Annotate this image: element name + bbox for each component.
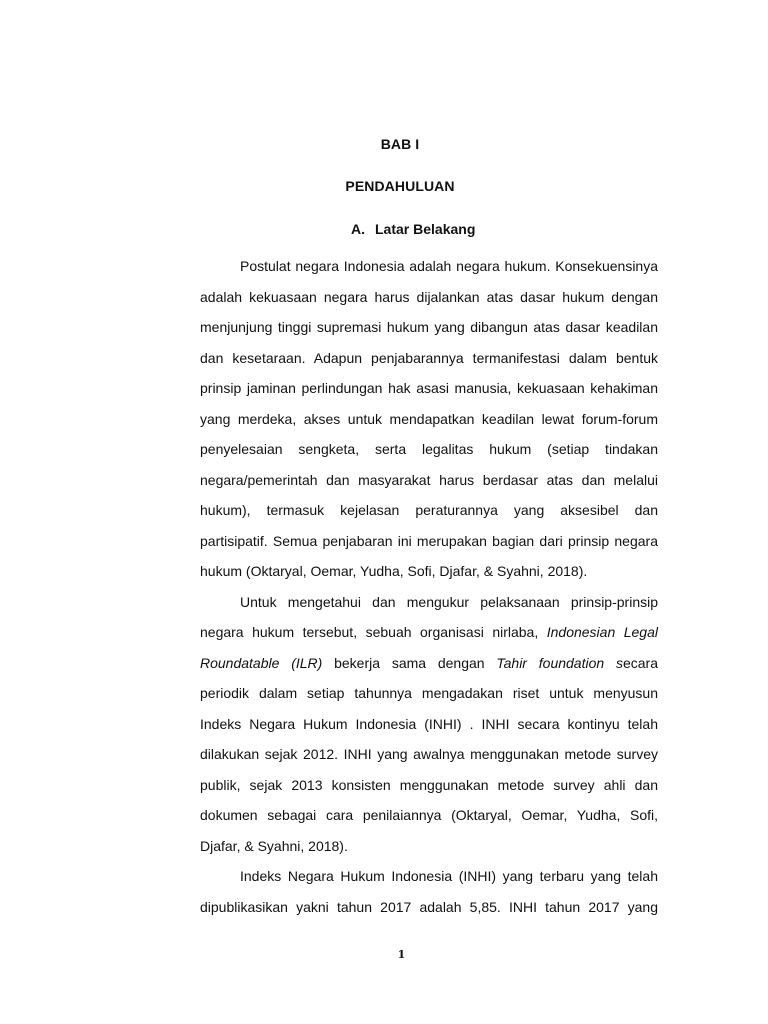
italic-text: Tahir foundation s [496, 654, 623, 671]
text-line [200, 587, 658, 618]
text-segment: Indeks Negara Hukum Indonesia (INHI) . INHI secara kontinyu telah [200, 715, 658, 732]
text-segment: negara hukum tersebut, sebuah organisasi nirlaba, [200, 624, 547, 640]
text-segment: Untuk mengetahui dan mengukur pelaksanaan prinsip-prinsip [240, 593, 658, 610]
text-segment: prinsip jaminan perlindungan hak asasi manusia, kekuasaan kehakiman [200, 380, 658, 396]
text-line [200, 678, 658, 709]
text-line [200, 495, 658, 526]
italic-text: Indonesian Legal [546, 624, 658, 640]
text-segment: adalah kekuasaan negara harus dijalankan atas dasar hukum dengan [200, 288, 658, 305]
section-title: Latar Belakang [375, 221, 476, 237]
text-line [200, 465, 658, 496]
section-letter: A. [351, 221, 365, 237]
text-line [200, 861, 658, 892]
text-line [200, 770, 658, 801]
text-segment: negara/pemerintah dan masyarakat harus berdasar atas dan melalui [200, 471, 658, 488]
section-heading [351, 221, 475, 237]
page-number: 1 [397, 948, 406, 961]
text-segment: dan kesetaraan. Adapun penjabarannya termanifestasi dalam bentuk [200, 349, 658, 366]
text-segment: Postulat negara Indonesia adalah negara hukum. Konsekuensinya [240, 258, 658, 274]
chapter-label: BAB I [380, 136, 420, 152]
text-line [200, 434, 658, 465]
text-segment: publik, sejak 2013 konsisten menggunakan metode survey ahli dan [200, 776, 658, 793]
text-segment: Djafar, & Syahni, 2018). [200, 837, 348, 854]
text-line [200, 892, 658, 923]
chapter-title: PENDAHULUAN [345, 178, 455, 194]
text-segment: periodik dalam setiap tahunnya mengadakan riset untuk menyusun [200, 685, 658, 701]
text-segment: bekerja sama dengan [322, 654, 497, 671]
text-segment: dipublikasikan yakni tahun 2017 adalah 5,85. INHI tahun 2017 yang [200, 898, 658, 915]
text-segment: menjunjung tinggi supremasi hukum yang dibangun atas dasar keadilan [200, 319, 658, 335]
text-segment: dilakukan sejak 2012. INHI yang awalnya menggunakan metode survey [200, 746, 658, 762]
text-segment: ecara [622, 654, 658, 671]
text-line [200, 617, 658, 648]
text-line [200, 282, 658, 313]
text-segment: Indeks Negara Hukum Indonesia (INHI) yang terbaru yang telah [240, 868, 658, 884]
text-segment: partisipatif. Semua penjabaran ini merupakan bagian dari prinsip negara [200, 532, 658, 549]
text-line [200, 373, 658, 404]
text-line [200, 648, 658, 679]
text-segment: penyelesaian sengketa, serta legalitas hukum (setiap tindakan [200, 441, 658, 457]
text-line [200, 556, 658, 587]
text-segment: hukum (Oktaryal, Oemar, Yudha, Sofi, Djafar, & Syahni, 2018). [200, 563, 588, 579]
text-line [200, 312, 658, 343]
text-segment: yang merdeka, akses untuk mendapatkan keadilan lewat forum-forum [200, 410, 658, 427]
text-line [200, 800, 658, 831]
text-line [200, 709, 658, 740]
text-line [200, 739, 658, 770]
text-line [200, 343, 658, 374]
text-line [200, 404, 658, 435]
text-line [200, 526, 658, 557]
text-segment: hukum), termasuk kejelasan peraturannya yang aksesibel dan [200, 502, 658, 518]
italic-text: Roundatable (ILR) [200, 654, 323, 671]
text-line [200, 831, 658, 862]
body-paragraphs [200, 251, 658, 922]
text-line [200, 251, 658, 282]
text-segment: dokumen sebagai cara penilaiannya (Oktaryal, Oemar, Yudha, Sofi, [200, 807, 658, 823]
